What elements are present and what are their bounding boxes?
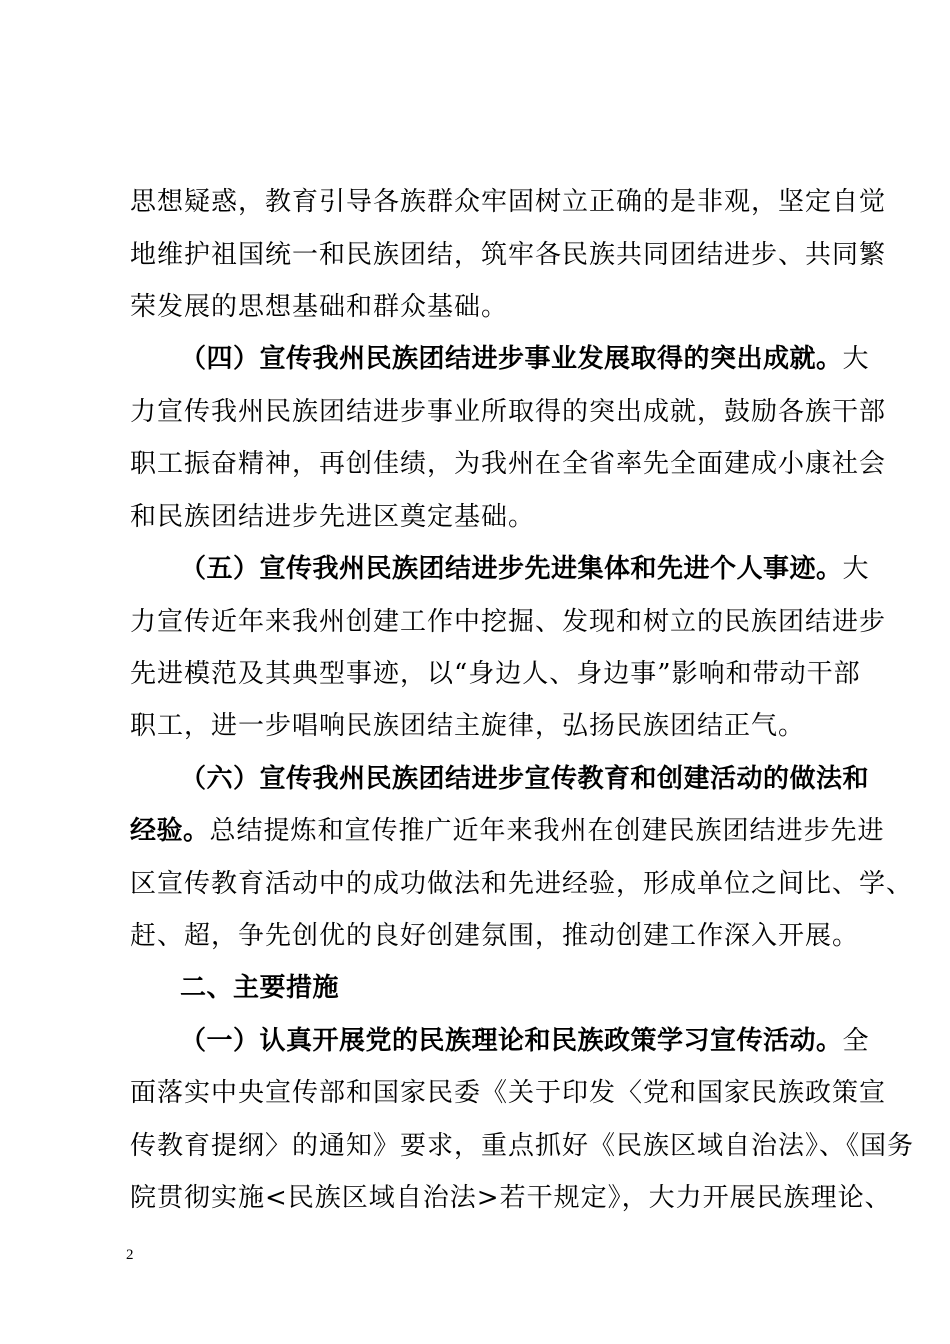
- paragraph-text: 大: [842, 344, 870, 374]
- paragraph-heading: （一）认真开展党的民族理论和民族政策学习宣传活动。: [180, 1026, 843, 1056]
- paragraph-line: 思想疑惑，教育引导各族群众牢固树立正确的是非观，坚定自觉: [130, 187, 887, 217]
- paragraph-line: 先进模范及其典型事迹，以“身边人、身边事”影响和带动干部: [130, 659, 861, 689]
- paragraph-line: 面落实中央宣传部和国家民委《关于印发〈党和国家民族政策宣: [130, 1078, 887, 1108]
- paragraph-line: 职工，进一步唱响民族团结主旋律，弘扬民族团结正气。: [130, 711, 806, 741]
- paragraph-line: 力宣传近年来我州创建工作中挖掘、发现和树立的民族团结进步: [130, 607, 887, 637]
- paragraph-heading: 经验。: [130, 816, 210, 846]
- paragraph-first-line: [180, 553, 870, 585]
- paragraph-line: 和民族团结进步先进区奠定基础。: [130, 502, 536, 532]
- paragraph-first-line: [180, 343, 870, 375]
- paragraph-line: 院贯彻实施<民族区域自治法>若干规定》，大力开展民族理论、: [130, 1183, 892, 1213]
- paragraph-heading: （四）宣传我州民族团结进步事业发展取得的突出成就。: [180, 344, 843, 374]
- paragraph-line: 职工振奋精神，再创佳绩，为我州在全省率先全面建成小康社会: [130, 449, 887, 479]
- section-title: 二、主要措施: [180, 973, 340, 1003]
- paragraph-text: 总结提炼和宣传推广近年来我州在创建民族团结进步先进: [209, 816, 885, 846]
- paragraph-line: [130, 815, 885, 847]
- paragraph-first-line: [180, 763, 869, 795]
- paragraph-line: 赶、超，争先创优的良好创建氛围，推动创建工作深入开展。: [130, 921, 860, 951]
- page-number: 2: [126, 1247, 134, 1263]
- paragraph-first-line: [180, 1025, 870, 1057]
- paragraph-line: 区宣传教育活动中的成功做法和先进经验，形成单位之间比、学、: [130, 869, 914, 899]
- paragraph-heading: （六）宣传我州民族团结进步宣传教育和创建活动的做法和: [180, 764, 870, 794]
- paragraph-line: 地维护祖国统一和民族团结，筑牢各民族共同团结进步、共同繁: [130, 240, 887, 270]
- paragraph-heading: （五）宣传我州民族团结进步先进集体和先进个人事迹。: [180, 554, 843, 584]
- paragraph-line: 力宣传我州民族团结进步事业所取得的突出成就，鼓励各族干部: [130, 397, 887, 427]
- paragraph-line: 传教育提纲〉的通知》要求，重点抓好《民族区域自治法》、《国务: [130, 1131, 915, 1161]
- paragraph-text: 大: [842, 554, 870, 584]
- paragraph-text: 全: [842, 1026, 870, 1056]
- paragraph-line: 荣发展的思想基础和群众基础。: [130, 292, 509, 322]
